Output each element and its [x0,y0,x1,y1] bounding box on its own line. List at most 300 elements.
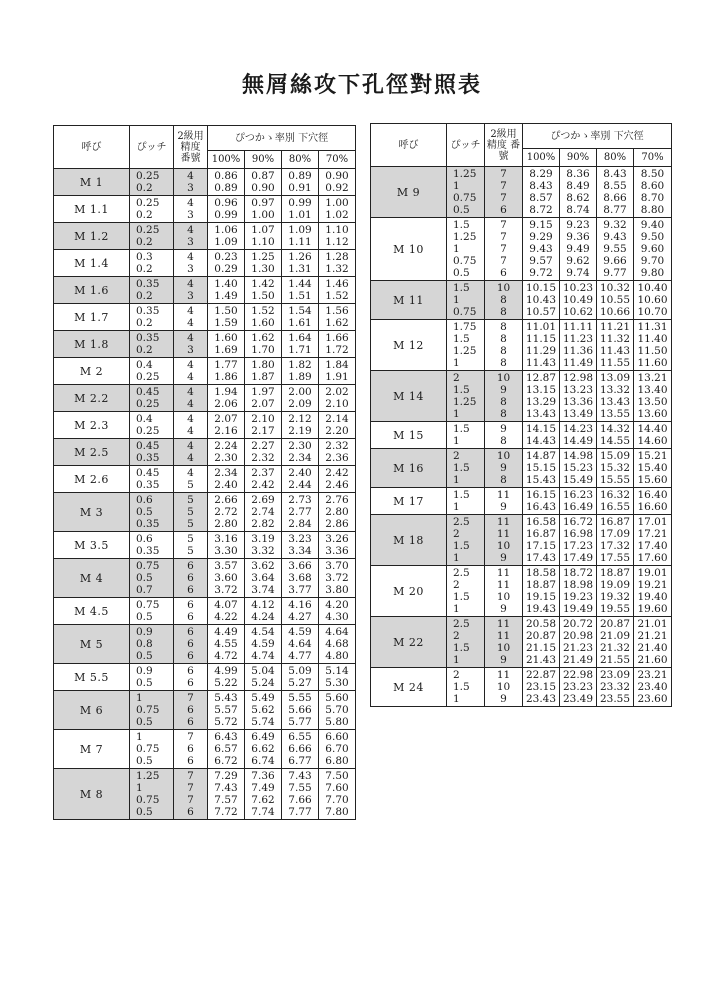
cell-value: 11.15 [525,333,557,345]
cell-value: 9 [500,384,507,396]
cell-value: 2.76 [325,494,349,506]
table-row [54,730,356,769]
cell-value: 13.43 [525,408,557,420]
cell-value: 0.2 [136,182,153,194]
cell-value: 1 [453,552,460,564]
size-name: M 2.5 [54,439,130,466]
grade-cell [174,730,208,769]
grade-cell [485,668,523,707]
dia-90-cell [245,358,282,385]
grade-cell [174,769,208,820]
cell-value: 10 [496,450,511,462]
cell-value: 3 [187,344,194,356]
cell-value: 7 [187,731,194,743]
cell-value: 4.24 [251,611,275,623]
cell-value: 1.72 [325,344,349,356]
cell-value: 2.34 [214,467,238,479]
cell-value: 3 [187,236,194,248]
cell-value: 9.72 [529,267,553,279]
cell-value: 0.92 [325,182,349,194]
cell-value: 1.52 [251,305,275,317]
cell-value: 1.5 [453,462,470,474]
dia-70-cell [319,385,356,412]
size-name: M 5.5 [54,664,130,691]
pitch-cell [130,493,174,532]
cell-value: 14.15 [525,423,557,435]
cell-value: 4.27 [288,611,312,623]
size-name: M 16 [371,449,447,488]
pitch-cell [130,412,174,439]
cell-value: 6 [187,572,194,584]
cell-value: 9 [500,501,507,513]
cell-value: 1.10 [325,224,349,236]
dia-70-cell [319,598,356,625]
dia-70-cell [319,331,356,358]
cell-value: 3.57 [214,560,238,572]
header-rate-90: 90% [245,151,282,169]
cell-value: 4.77 [288,650,312,662]
dia-80-cell [282,304,319,331]
table-row [371,167,672,218]
grade-cell [174,691,208,730]
dia-90-cell [245,769,282,820]
cell-value: 0.5 [453,267,470,279]
dia-80-cell [597,449,634,488]
cell-value: 5.27 [288,677,312,689]
dia-90-cell [560,488,597,515]
table-row [54,196,356,223]
cell-value: 0.2 [136,236,153,248]
cell-value: 6 [187,665,194,677]
cell-value: 20.87 [599,618,631,630]
cell-value: 9.43 [603,231,627,243]
cell-value: 14.32 [599,423,631,435]
cell-value: 12.98 [562,372,594,384]
cell-value: 2 [453,528,460,540]
dia-70-cell [319,277,356,304]
grade-cell [485,167,523,218]
cell-value: 5.09 [288,665,312,677]
dia-90-cell [245,223,282,250]
drill-table-left [53,125,356,820]
drill-table-right-body [371,167,672,707]
cell-value: 15.49 [562,474,594,486]
cell-value: 17.43 [525,552,557,564]
table-row [54,598,356,625]
dia-80-cell [282,412,319,439]
cell-value: 0.25 [136,371,160,383]
cell-value: 4.54 [251,626,275,638]
dia-100-cell [208,598,245,625]
cell-value: 2.16 [214,425,238,437]
cell-value: 11.31 [637,321,668,333]
dia-70-cell [319,466,356,493]
cell-value: 3.36 [325,545,349,557]
cell-value: 4.30 [325,611,349,623]
cell-value: 6 [187,716,194,728]
cell-value: 1.06 [214,224,238,236]
cell-value: 0.5 [136,806,153,818]
cell-value: 6.72 [214,755,238,767]
cell-value: 2 [453,450,460,462]
cell-value: 10.60 [637,294,668,306]
cell-value: 9.77 [603,267,627,279]
cell-value: 16.32 [599,489,631,501]
grade-cell [174,169,208,196]
cell-value: 15.55 [599,474,631,486]
table-row [54,412,356,439]
cell-value: 10 [496,282,511,294]
cell-value: 3.23 [288,533,312,545]
table-row [54,466,356,493]
pitch-cell [130,385,174,412]
cell-value: 1.94 [214,386,238,398]
dia-90-cell [560,167,597,218]
cell-value: 10 [496,681,511,693]
cell-value: 2.07 [214,413,238,425]
dia-70-cell [634,566,672,617]
cell-value: 11.29 [525,345,557,357]
header-grade: 2級用 精度 番號 [485,124,523,167]
cell-value: 1.5 [453,540,470,552]
table-row [371,218,672,281]
cell-value: 1 [453,408,460,420]
dia-100-cell [208,277,245,304]
cell-value: 0.99 [288,197,312,209]
cell-value: 18.72 [562,567,594,579]
dia-100-cell [208,439,245,466]
dia-90-cell [245,250,282,277]
cell-value: 0.5 [453,204,470,216]
cell-value: 1.5 [453,219,470,231]
cell-value: 2.42 [251,479,275,491]
grade-cell [174,439,208,466]
cell-value: 7 [500,168,507,180]
grade-cell [174,493,208,532]
cell-value: 7.29 [214,770,238,782]
cell-value: 0.3 [136,251,153,263]
cell-value: 1.87 [251,371,275,383]
table-row [54,769,356,820]
dia-70-cell [319,730,356,769]
dia-100-cell [208,250,245,277]
cell-value: 5.22 [214,677,238,689]
cell-value: 13.32 [599,384,631,396]
cell-value: 4 [187,332,194,344]
cell-value: 7 [500,192,507,204]
cell-value: 11 [496,630,511,642]
cell-value: 19.01 [637,567,668,579]
size-name: M 4 [54,559,130,598]
header-name: 呼び [54,126,130,169]
cell-value: 1.56 [325,305,349,317]
cell-value: 0.75 [136,560,160,572]
cell-value: 1.60 [251,317,275,329]
header-rate-70: 70% [319,151,356,169]
cell-value: 10.43 [525,294,557,306]
cell-value: 1.25 [453,231,477,243]
cell-value: 8.43 [603,168,627,180]
cell-value: 17.21 [637,528,668,540]
cell-value: 3.64 [251,572,275,584]
cell-value: 0.25 [136,170,160,182]
cell-value: 3.26 [325,533,349,545]
dia-90-cell [560,566,597,617]
cell-value: 2.34 [288,452,312,464]
cell-value: 11.43 [599,345,631,357]
cell-value: 0.86 [214,170,238,182]
cell-value: 16.98 [562,528,594,540]
grade-cell [174,223,208,250]
cell-value: 1.50 [214,305,238,317]
cell-value: 21.60 [637,654,668,666]
cell-value: 9.49 [566,243,590,255]
cell-value: 7 [500,255,507,267]
cell-value: 10.70 [637,306,668,318]
dia-70-cell [319,532,356,559]
cell-value: 7.72 [214,806,238,818]
cell-value: 23.49 [562,693,594,705]
cell-value: 9 [500,603,507,615]
cell-value: 8.70 [640,192,665,204]
dia-80-cell [597,515,634,566]
dia-100-cell [523,566,560,617]
dia-80-cell [597,167,634,218]
size-name: M 2.6 [54,466,130,493]
pitch-cell [130,277,174,304]
cell-value: 0.4 [136,413,153,425]
cell-value: 16.49 [562,501,594,513]
dia-70-cell [634,281,672,320]
cell-value: 1.01 [288,209,312,221]
cell-value: 1.64 [288,332,312,344]
cell-value: 5.14 [325,665,349,677]
cell-value: 2.5 [453,516,470,528]
cell-value: 4.22 [214,611,238,623]
size-name: M 22 [371,617,447,668]
dia-90-cell [245,691,282,730]
cell-value: 2 [453,630,460,642]
cell-value: 17.55 [599,552,631,564]
dia-80-cell [282,598,319,625]
cell-value: 1.51 [288,290,312,302]
table-row [54,304,356,331]
cell-value: 2.37 [251,467,275,479]
cell-value: 10.23 [562,282,594,294]
cell-value: 13.40 [637,384,668,396]
dia-70-cell [319,625,356,664]
dia-100-cell [208,385,245,412]
size-name: M 1.2 [54,223,130,250]
grade-cell [485,449,523,488]
size-name: M 10 [371,218,447,281]
cell-value: 21.49 [562,654,594,666]
cell-value: 18.87 [599,567,631,579]
size-name: M 15 [371,422,447,449]
grade-cell [174,625,208,664]
dia-100-cell [523,281,560,320]
pitch-cell [130,532,174,559]
cell-value: 17.09 [599,528,631,540]
size-name: M 20 [371,566,447,617]
cell-value: 8.80 [640,204,665,216]
cell-value: 6 [187,650,194,662]
cell-value: 1.54 [288,305,312,317]
cell-value: 6.55 [288,731,312,743]
cell-value: 2.30 [288,440,312,452]
cell-value: 8 [500,306,507,318]
cell-value: 1.97 [251,386,275,398]
cell-value: 0.35 [136,305,160,317]
cell-value: 3 [187,290,194,302]
cell-value: 1.5 [453,642,470,654]
cell-value: 8 [500,408,507,420]
cell-value: 0.45 [136,467,160,479]
cell-value: 17.01 [637,516,668,528]
cell-value: 13.50 [637,396,668,408]
cell-value: 0.5 [136,716,153,728]
table-row [54,493,356,532]
cell-value: 4 [187,386,194,398]
cell-value: 6 [187,755,194,767]
pitch-cell [130,625,174,664]
cell-value: 0.35 [136,332,160,344]
cell-value: 2 [453,372,460,384]
cell-value: 10 [496,642,511,654]
dia-100-cell [523,320,560,371]
cell-value: 5 [187,494,194,506]
cell-value: 5 [187,479,194,491]
size-name: M 3.5 [54,532,130,559]
pitch-cell [130,439,174,466]
cell-value: 11.21 [599,321,631,333]
cell-value: 0.25 [136,197,160,209]
cell-value: 1 [136,731,143,743]
cell-value: 2.19 [288,425,312,437]
cell-value: 9.32 [603,219,627,231]
dia-90-cell [560,371,597,422]
dia-90-cell [245,331,282,358]
dia-80-cell [282,769,319,820]
cell-value: 1.84 [325,359,349,371]
cell-value: 15.40 [637,462,668,474]
size-name: M 4.5 [54,598,130,625]
dia-100-cell [208,493,245,532]
cell-value: 0.89 [214,182,238,194]
cell-value: 7.57 [214,794,238,806]
cell-value: 9 [500,462,507,474]
cell-value: 1 [453,474,460,486]
cell-value: 16.40 [637,489,668,501]
cell-value: 15.23 [562,462,594,474]
dia-70-cell [634,371,672,422]
cell-value: 5.49 [251,692,275,704]
cell-value: 1.28 [325,251,349,263]
cell-value: 0.5 [136,755,153,767]
cell-value: 8.50 [640,168,665,180]
cell-value: 7 [187,692,194,704]
cell-value: 2.5 [453,567,470,579]
cell-value: 11.01 [525,321,557,333]
cell-value: 3.60 [214,572,238,584]
dia-100-cell [208,223,245,250]
cell-value: 22.87 [525,669,557,681]
cell-value: 1.69 [214,344,238,356]
cell-value: 7 [500,231,507,243]
cell-value: 20.72 [562,618,594,630]
cell-value: 0.75 [136,794,160,806]
cell-value: 13.15 [525,384,557,396]
cell-value: 11 [496,579,511,591]
grade-cell [174,385,208,412]
cell-value: 10 [496,591,511,603]
size-name: M 18 [371,515,447,566]
cell-value: 5.74 [251,716,275,728]
cell-value: 0.90 [325,170,349,182]
cell-value: 2.73 [288,494,312,506]
cell-value: 16.58 [525,516,557,528]
cell-value: 5.30 [325,677,349,689]
cell-value: 7 [500,243,507,255]
cell-value: 9.50 [640,231,665,243]
cell-value: 8.49 [566,180,590,192]
cell-value: 5.80 [325,716,349,728]
cell-value: 0.75 [453,192,477,204]
cell-value: 14.55 [599,435,631,447]
cell-value: 2 [453,579,460,591]
cell-value: 5.70 [325,704,349,716]
dia-100-cell [208,304,245,331]
cell-value: 6 [187,677,194,689]
cell-value: 7.74 [251,806,275,818]
size-name: M 14 [371,371,447,422]
cell-value: 8.77 [603,204,627,216]
dia-70-cell [319,493,356,532]
dia-80-cell [282,196,319,223]
cell-value: 1 [453,180,460,192]
dia-80-cell [597,281,634,320]
cell-value: 0.6 [136,533,153,545]
cell-value: 6.70 [325,743,349,755]
dia-80-cell [597,320,634,371]
cell-value: 10.49 [562,294,594,306]
cell-value: 6 [187,638,194,650]
pitch-cell [447,449,485,488]
cell-value: 3.72 [325,572,349,584]
cell-value: 13.36 [562,396,594,408]
dia-80-cell [282,331,319,358]
dia-90-cell [560,515,597,566]
table-row [371,281,672,320]
dia-100-cell [208,691,245,730]
cell-value: 5.57 [214,704,238,716]
cell-value: 11 [496,567,511,579]
dia-90-cell [560,218,597,281]
cell-value: 8.57 [529,192,553,204]
cell-value: 2.66 [214,494,238,506]
cell-value: 9.43 [529,243,553,255]
dia-90-cell [560,422,597,449]
cell-value: 0.2 [136,290,153,302]
dia-80-cell [597,668,634,707]
cell-value: 0.6 [136,494,153,506]
cell-value: 1.61 [288,317,312,329]
cell-value: 16.87 [525,528,557,540]
dia-100-cell [208,331,245,358]
cell-value: 6.43 [214,731,238,743]
cell-value: 16.87 [599,516,631,528]
cell-value: 0.5 [136,506,153,518]
